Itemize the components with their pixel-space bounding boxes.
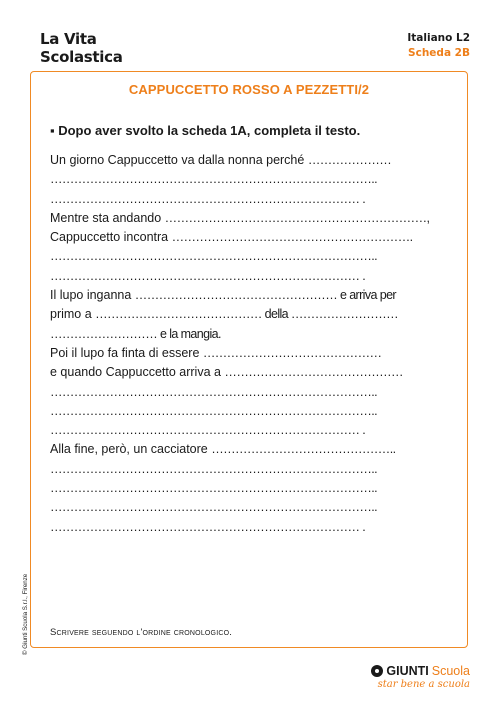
blank-dots: …………………………………………………………………… . — [50, 423, 366, 438]
blank-dots: …………………………………………………………………… . — [50, 519, 366, 534]
blank-dots: ……………………………………………………………………….. — [50, 249, 378, 264]
fill-in-line[interactable] — [50, 383, 460, 402]
footer-note: Scrivere seguendo l'ordine cronologico. — [50, 627, 233, 638]
fill-in-line[interactable] — [50, 344, 460, 363]
blank-dots: …………………………………………… e arriva per — [134, 288, 396, 303]
blank-dots: ……………………………………………………………………….. — [50, 481, 378, 496]
publisher-brand — [371, 664, 470, 690]
line-text: primo a — [50, 307, 96, 322]
logo-line-1: La Vita — [40, 30, 97, 48]
brand-tagline: star bene a scuola — [377, 679, 470, 690]
sheet-number: Scheda 2B — [408, 47, 470, 59]
brand-name — [371, 664, 470, 678]
fill-in-line[interactable] — [50, 363, 460, 382]
blank-dots: ……………………………………………………………………….. — [50, 172, 378, 187]
instruction-text: ▪ Dopo aver svolto la scheda 1A, completa il testo. — [50, 123, 361, 138]
magazine-logo — [40, 30, 123, 66]
fill-in-line[interactable] — [50, 151, 460, 170]
blank-dots: …………………………………………………………………… . — [50, 191, 366, 206]
fill-in-line[interactable] — [50, 402, 460, 421]
logo-line-2: Scolastica — [40, 48, 123, 66]
fill-in-line[interactable] — [50, 479, 460, 498]
giunti-g-icon — [371, 665, 383, 677]
brand-name-suffix: Scuola — [431, 664, 470, 678]
fill-in-line[interactable] — [50, 460, 460, 479]
blank-dots: ……………………………………………………………………….. — [50, 384, 378, 399]
fill-in-line[interactable] — [50, 286, 460, 305]
fill-in-line[interactable] — [50, 325, 460, 344]
fill-in-text — [50, 151, 460, 537]
fill-in-line[interactable] — [50, 421, 460, 440]
blank-dots: ……………………………………………………………………….. — [50, 500, 378, 515]
blank-dots: ……………………………………… — [202, 345, 382, 360]
line-text: Cappuccetto incontra — [50, 230, 172, 245]
sheet-info — [407, 31, 470, 61]
fill-in-line[interactable] — [50, 305, 460, 324]
blank-dots: ……………………………………………………………………….. — [50, 403, 378, 418]
copyright-notice: © Giunti Scuola S.r.l., Firenze — [22, 573, 29, 655]
fill-in-line[interactable] — [50, 190, 460, 209]
fill-in-line[interactable] — [50, 247, 460, 266]
line-text: Il lupo inganna — [50, 288, 135, 303]
fill-in-line[interactable] — [50, 518, 460, 537]
fill-in-line[interactable] — [50, 440, 460, 459]
blank-dots: ……………………………………………………. — [171, 230, 413, 245]
line-text: Un giorno Cappuccetto va dalla nonna perché — [50, 153, 308, 167]
blank-dots: ……………………………………….. — [211, 442, 396, 457]
blank-dots: …………………………………………………………………… . — [50, 268, 366, 283]
subject-label: Italiano L2 — [407, 32, 470, 44]
blank-dots: ……………………… e la mangia. — [50, 326, 221, 341]
worksheet-title: CAPPUCCETTO ROSSO A PEZZETTI/2 — [128, 82, 370, 97]
blank-dots: …………………………………… della ……………………… — [95, 307, 399, 322]
brand-name-main: GIUNTI — [386, 664, 429, 678]
blank-dots: ……………………………………………………………………….. — [50, 461, 378, 476]
blank-dots: ………………… — [307, 153, 392, 167]
fill-in-line[interactable] — [50, 228, 460, 247]
line-text: Mentre sta andando — [50, 210, 165, 225]
fill-in-line[interactable] — [50, 498, 460, 517]
blank-dots: …………………………………………………………, — [164, 210, 430, 225]
fill-in-line[interactable] — [50, 267, 460, 286]
fill-in-line[interactable] — [50, 209, 460, 228]
line-text: Alla fine, però, un cacciatore — [50, 442, 212, 457]
line-text: Poi il lupo fa finta di essere — [50, 345, 203, 360]
blank-dots: ……………………………………… — [224, 365, 403, 380]
fill-in-line[interactable] — [50, 170, 460, 189]
line-text: e quando Cappuccetto arriva a — [50, 365, 225, 380]
